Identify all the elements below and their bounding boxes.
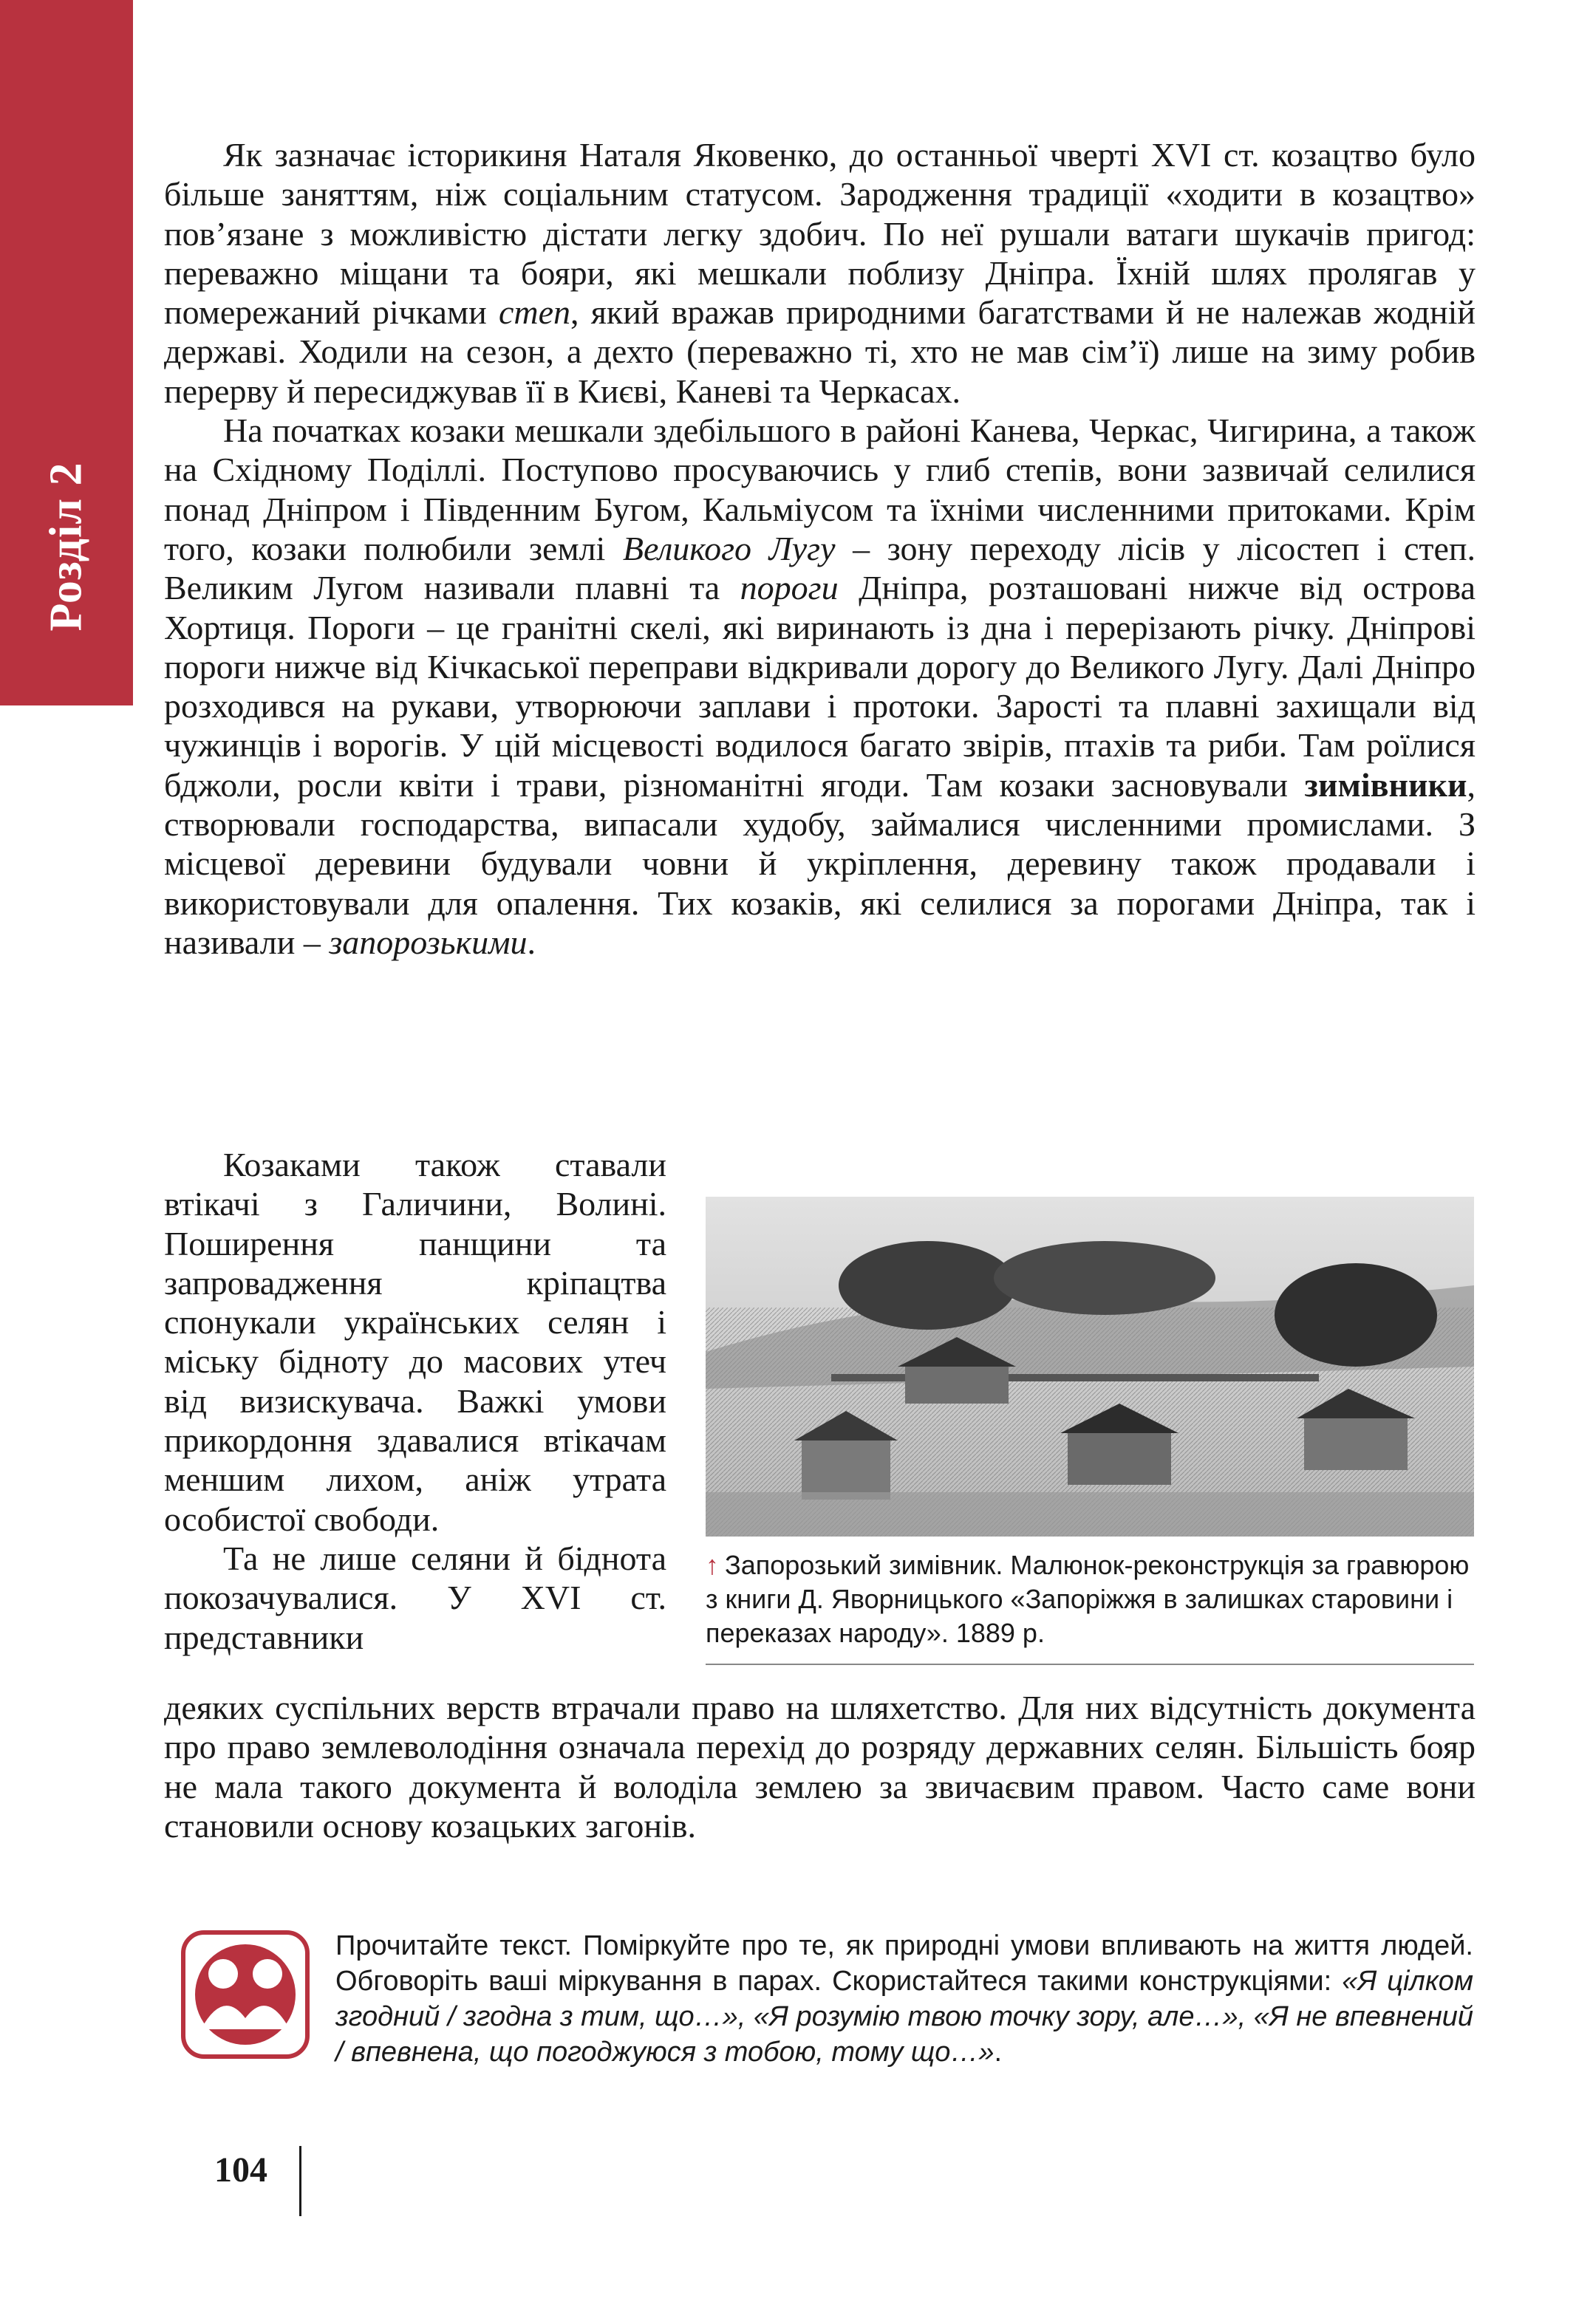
paragraph-1: Як зазначає історикиня Наталя Яковенко, до останньої чверті XVI ст. козацтво було більше заняттям, ніж соціальним статусом. Зародження традиції «ходити в козацтво» пов’язане з можливістю дістати легку здобич. По неї рушали ватаги шукачів пригод: переважно міщани та бояри, які мешкали поблизу Дніпра. Їхній шлях пролягав у помережаний річками степ, який вражав природними багатствами й не належав жодній державі. Ходили на сезон, а дехто (переважно ті, хто не мав сім’ї) лише на зиму робив перерву й пересиджував її в Києві, Каневі та Черкасах. (164, 136, 1476, 410)
chapter-side-tab (0, 0, 133, 705)
task-assignment: Прочитайте текст. Поміркуйте про те, як природні умови впливають на життя людей. Обговоріть ваші міркування в парах. Скористайтеся такими конструкціями: «Я цілком згодний / згодна з тим, що…», «Я розумію твою точку зору, але…», «Я не впевнений / впевнена, що погоджуюся з тобою, тому що…». (335, 1930, 1473, 2068)
caption-divider (706, 1664, 1474, 1665)
wrapped-text-column (164, 1145, 666, 1657)
paragraph-4-start: Та не лише селяни й біднота покозачувалися. У XVI ст. представники (164, 1539, 666, 1656)
figure-caption: ↑ Запорозький зимівник. Малюнок-реконструкція за гравюрою з книги Д. Яворницького «Запоріжжя в залишках старовини і переказах народу». 1889 р. (706, 1550, 1470, 1648)
page-number-divider (299, 2146, 301, 2216)
continued-text-block (164, 1688, 1476, 1845)
chapter-label: Розділ 2 (41, 462, 92, 632)
paragraph-4-continued: деяких суспільних верств втрачали право на шляхетство. Для них відсутність документа про право землеволодіння означала перехід до розряду державних селян. Більшість бояр не мала такого документа й володіла землею за звичаєвим правом. Часто саме вони становили основу козацьких загонів. (164, 1689, 1476, 1845)
main-text-block (164, 135, 1476, 962)
up-arrow-icon: ↑ (706, 1550, 719, 1580)
page-number: 104 (214, 2150, 267, 2190)
paragraph-3: Козаками також ставали втікачі з Галичини, Волині. Поширення панщини та запровадження кріпацтва спонукали українських селян і міську бідноту до масових утеч від визискувача. Важкі умови прикордоння здавалися втікачам меншим лихом, аніж утрата особистої свободи. (164, 1146, 666, 1538)
engraving-illustration (706, 1197, 1474, 1537)
paragraph-2: На початках козаки мешкали здебільшого в районі Канева, Черкас, Чигирина, а також на Східному Поділлі. Поступово просуваючись у глиб степів, вони зазвичай селилися понад Дніпром і Південним Бугом, Кальміусом та їхніми численними притоками. Крім того, козаки полюбили землі Великого Лугу – зону переходу лісів у лісостеп і степ. Великим Лугом називали плавні та пороги Дніпра, розташовані нижче від острова Хортиця. Пороги – це гранітні скелі, які виринають із дна і перерізають річку. Дніпрові пороги нижче від Кічкаської переправи відкривали дорогу до Великого Лугу. Далі Дніпро розходився на рукави, утворюючи заплави і протоки. Зарості та плавні захищали від чужинців і ворогів. У цій місцевості водилося багато звірів, птахів та риби. Там роїлися бджоли, росли квіти і трави, різноманітні ягоди. Там козаки засновували зимівники, створювали господарства, випасали худобу, займалися численними промислами. З місцевої деревини будували човни й укріплення, деревину також продавали і використовували для опалення. Тих козаків, які селилися за порогами Дніпра, так і називали – запорозькими. (164, 411, 1476, 961)
figure-zimivnyk (706, 1197, 1474, 1665)
